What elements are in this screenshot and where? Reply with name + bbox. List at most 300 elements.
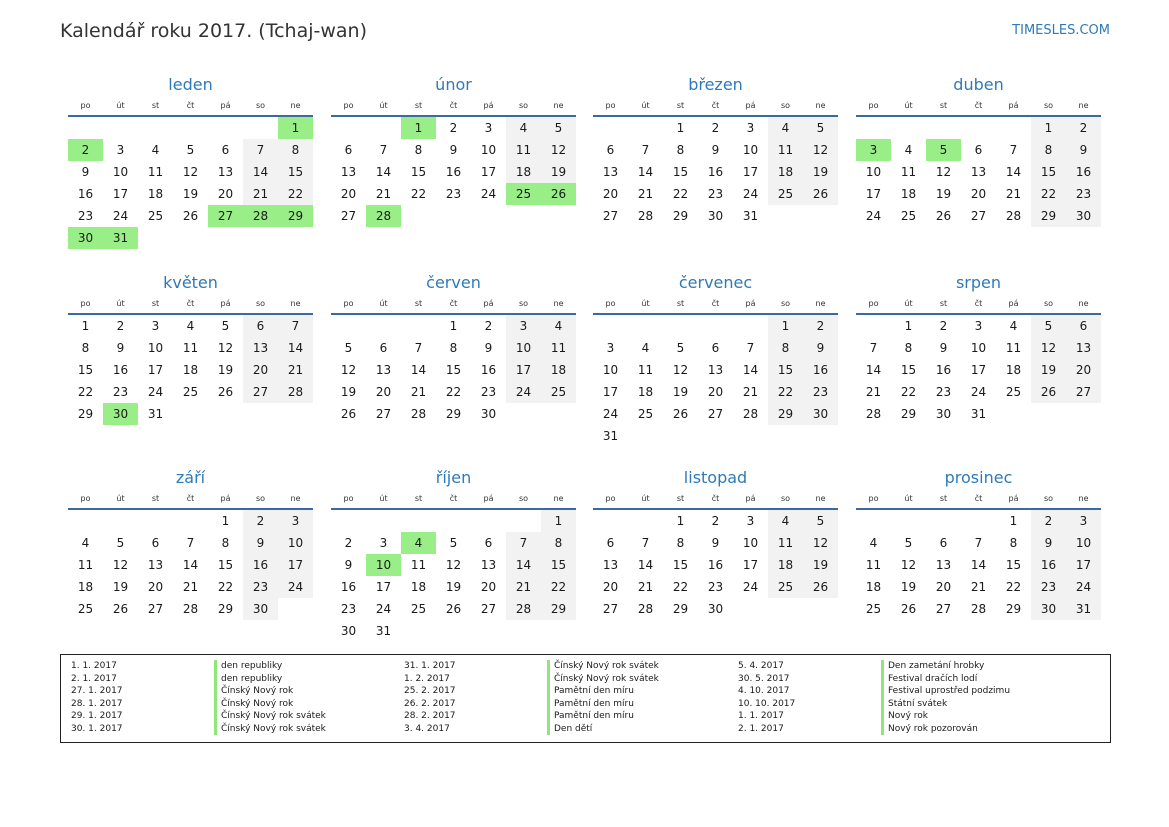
week-row — [856, 315, 1101, 337]
day-cell: 30 — [707, 602, 724, 616]
day-cell: 28 — [366, 205, 401, 227]
weekday-label: út — [641, 493, 650, 503]
weekday-label: st — [414, 100, 423, 110]
week-row — [593, 337, 838, 359]
day-cell: 7 — [186, 536, 195, 550]
month-3 — [856, 75, 1101, 227]
weekday-label: po — [343, 298, 354, 308]
week-row — [856, 554, 1101, 576]
day-cell: 9 — [1031, 532, 1066, 554]
day-cell: 5 — [904, 536, 913, 550]
month-name: duben — [953, 75, 1004, 94]
weekday-label: pá — [220, 100, 231, 110]
week-row — [68, 315, 313, 337]
empty-cell — [996, 117, 1031, 139]
day-cell: 22 — [1005, 580, 1022, 594]
week-row — [593, 554, 838, 576]
empty-cell — [733, 425, 768, 447]
day-cell: 7 — [1009, 143, 1018, 157]
month-10 — [593, 468, 838, 620]
day-cell: 23 — [707, 187, 724, 201]
day-cell: 19 — [445, 580, 462, 594]
day-cell: 14 — [865, 363, 882, 377]
day-cell: 11 — [768, 532, 803, 554]
day-cell: 28 — [865, 407, 882, 421]
empty-cell — [278, 403, 313, 425]
holiday-date: 25. 2. 2017 — [404, 686, 456, 696]
empty-cell — [331, 117, 366, 139]
day-cell: 1 — [449, 319, 458, 333]
day-cell: 11 — [182, 341, 199, 355]
page-title: Kalendář roku 2017. (Tchaj-wan) — [60, 20, 367, 42]
day-cell: 26 — [935, 209, 952, 223]
weekday-label: so — [1043, 493, 1054, 503]
weekday-label: po — [605, 493, 616, 503]
day-cell: 9 — [243, 532, 278, 554]
site-link[interactable]: TIMESLES.COM — [1012, 23, 1110, 38]
weekday-label: ne — [290, 493, 301, 503]
holiday-item — [404, 660, 704, 673]
day-cell: 11 — [1005, 341, 1022, 355]
week-row — [856, 205, 1101, 227]
day-cell: 2 — [1066, 117, 1101, 139]
weekday-label: st — [939, 100, 948, 110]
day-cell: 17 — [742, 558, 759, 572]
week-row — [68, 403, 313, 425]
holiday-name: Nový rok — [881, 710, 928, 723]
day-cell: 15 — [768, 359, 803, 381]
day-cell: 30 — [243, 598, 278, 620]
holiday-item — [71, 710, 371, 723]
weekday-label: út — [116, 298, 125, 308]
week-row — [68, 117, 313, 139]
day-cell: 7 — [278, 315, 313, 337]
empty-cell — [506, 205, 541, 227]
weekday-label: út — [641, 100, 650, 110]
day-cell: 26 — [112, 602, 129, 616]
week-row — [68, 227, 313, 249]
day-cell: 5 — [1031, 315, 1066, 337]
weekday-label: so — [1043, 298, 1054, 308]
day-cell: 16 — [1031, 554, 1066, 576]
day-cell: 21 — [182, 580, 199, 594]
empty-cell — [663, 315, 698, 337]
day-cell: 23 — [112, 385, 129, 399]
day-cell: 11 — [865, 558, 882, 572]
day-cell: 16 — [707, 558, 724, 572]
weekday-label: pá — [483, 493, 494, 503]
day-cell: 5 — [221, 319, 230, 333]
empty-cell — [1031, 403, 1066, 425]
day-cell: 20 — [147, 580, 164, 594]
day-cell: 11 — [147, 165, 164, 179]
empty-cell — [506, 403, 541, 425]
empty-cell — [628, 510, 663, 532]
empty-cell — [401, 205, 436, 227]
day-cell: 5 — [803, 117, 838, 139]
empty-cell — [733, 315, 768, 337]
week-row — [331, 337, 576, 359]
day-cell: 12 — [541, 139, 576, 161]
day-cell: 4 — [768, 117, 803, 139]
day-cell: 26 — [541, 183, 576, 205]
week-row — [593, 315, 838, 337]
day-cell: 27 — [147, 602, 164, 616]
day-cell: 1 — [401, 117, 436, 139]
holiday-date: 1. 2. 2017 — [404, 673, 450, 684]
day-cell: 25 — [1005, 385, 1022, 399]
empty-cell — [698, 425, 733, 447]
day-cell: 20 — [602, 187, 619, 201]
day-cell: 15 — [217, 558, 234, 572]
day-cell: 13 — [1066, 337, 1101, 359]
day-cell: 23 — [935, 385, 952, 399]
empty-cell — [471, 510, 506, 532]
weekday-label: ne — [815, 100, 826, 110]
week-row — [856, 532, 1101, 554]
weekday-label: čt — [711, 493, 720, 503]
empty-cell — [593, 510, 628, 532]
day-cell: 16 — [935, 363, 952, 377]
empty-cell — [208, 403, 243, 425]
weekday-header — [331, 488, 576, 510]
holiday-item — [738, 723, 1038, 736]
day-cell: 23 — [803, 381, 838, 403]
day-cell: 13 — [602, 558, 619, 572]
week-row — [331, 554, 576, 576]
day-cell: 21 — [742, 385, 759, 399]
day-cell: 12 — [340, 363, 357, 377]
day-cell: 5 — [926, 139, 961, 161]
weekday-label: čt — [974, 298, 983, 308]
day-cell: 14 — [278, 337, 313, 359]
day-cell: 16 — [77, 187, 94, 201]
day-cell: 4 — [151, 143, 160, 157]
weekday-label: st — [414, 493, 423, 503]
day-cell: 1 — [904, 319, 913, 333]
day-cell: 29 — [541, 598, 576, 620]
day-cell: 3 — [379, 536, 388, 550]
day-cell: 12 — [182, 165, 199, 179]
weekday-label: po — [343, 100, 354, 110]
day-cell: 25 — [865, 602, 882, 616]
empty-cell — [208, 227, 243, 249]
day-cell: 1 — [1009, 514, 1018, 528]
day-cell: 7 — [379, 143, 388, 157]
day-cell: 17 — [480, 165, 497, 179]
holiday-column — [404, 660, 704, 735]
day-cell: 27 — [970, 209, 987, 223]
day-cell: 13 — [340, 165, 357, 179]
week-row — [68, 161, 313, 183]
weekday-label: čt — [186, 298, 195, 308]
weekday-label: st — [939, 493, 948, 503]
day-cell: 7 — [641, 143, 650, 157]
weekday-header — [593, 488, 838, 510]
week-row — [331, 183, 576, 205]
day-cell: 27 — [340, 209, 357, 223]
weekday-header — [593, 293, 838, 315]
week-row — [331, 117, 576, 139]
day-cell: 18 — [865, 580, 882, 594]
week-row — [856, 576, 1101, 598]
day-cell: 10 — [506, 337, 541, 359]
day-cell: 9 — [344, 558, 353, 572]
day-cell: 12 — [803, 139, 838, 161]
week-row — [331, 576, 576, 598]
day-cell: 24 — [970, 385, 987, 399]
empty-cell — [278, 598, 313, 620]
empty-cell — [856, 510, 891, 532]
day-cell: 27 — [1066, 381, 1101, 403]
week-row — [68, 337, 313, 359]
empty-cell — [103, 117, 138, 139]
day-cell: 29 — [672, 602, 689, 616]
day-cell: 15 — [672, 558, 689, 572]
day-cell: 18 — [182, 363, 199, 377]
empty-cell — [331, 315, 366, 337]
day-cell: 4 — [81, 536, 90, 550]
week-row — [68, 598, 313, 620]
day-cell: 6 — [379, 341, 388, 355]
weekday-label: st — [414, 298, 423, 308]
day-cell: 24 — [147, 385, 164, 399]
day-cell: 30 — [1066, 205, 1101, 227]
day-cell: 1 — [676, 121, 685, 135]
day-cell: 19 — [935, 187, 952, 201]
day-cell: 26 — [445, 602, 462, 616]
month-name: červenec — [678, 273, 753, 292]
day-cell: 26 — [900, 602, 917, 616]
day-cell: 14 — [182, 558, 199, 572]
weekday-header — [68, 293, 313, 315]
day-cell: 29 — [217, 602, 234, 616]
day-cell: 28 — [506, 598, 541, 620]
weekday-label: so — [255, 493, 266, 503]
day-cell: 10 — [278, 532, 313, 554]
day-cell: 1 — [676, 514, 685, 528]
week-row — [856, 183, 1101, 205]
empty-cell — [541, 403, 576, 425]
week-row — [68, 576, 313, 598]
day-cell: 24 — [278, 576, 313, 598]
holiday-list — [60, 654, 1111, 743]
day-cell: 28 — [637, 602, 654, 616]
weekday-label: čt — [711, 100, 720, 110]
week-row — [856, 139, 1101, 161]
day-cell: 10 — [602, 363, 619, 377]
weekday-label: po — [80, 493, 91, 503]
holiday-name: Čínský Nový rok svátek — [547, 673, 659, 686]
weekday-label: čt — [449, 298, 458, 308]
day-cell: 15 — [1031, 161, 1066, 183]
day-cell: 14 — [410, 363, 427, 377]
day-cell: 22 — [900, 385, 917, 399]
day-cell: 29 — [1005, 602, 1022, 616]
day-cell: 8 — [904, 341, 913, 355]
month-9 — [331, 468, 576, 642]
day-cell: 25 — [541, 381, 576, 403]
empty-cell — [593, 117, 628, 139]
week-row — [331, 403, 576, 425]
day-cell: 24 — [742, 580, 759, 594]
day-cell: 18 — [1005, 363, 1022, 377]
holiday-item — [738, 673, 1038, 686]
empty-cell — [891, 117, 926, 139]
weekday-label: so — [255, 298, 266, 308]
day-cell: 24 — [480, 187, 497, 201]
empty-cell — [278, 227, 313, 249]
day-cell: 17 — [112, 187, 129, 201]
weekday-label: pá — [483, 100, 494, 110]
day-cell: 10 — [970, 341, 987, 355]
empty-cell — [628, 315, 663, 337]
day-cell: 3 — [484, 121, 493, 135]
weekday-label: pá — [1008, 493, 1019, 503]
day-cell: 7 — [506, 532, 541, 554]
day-cell: 13 — [480, 558, 497, 572]
day-cell: 22 — [77, 385, 94, 399]
empty-cell — [628, 117, 663, 139]
weekday-label: čt — [449, 493, 458, 503]
day-cell: 10 — [147, 341, 164, 355]
day-cell: 11 — [768, 139, 803, 161]
day-cell: 6 — [484, 536, 493, 550]
day-cell: 25 — [410, 602, 427, 616]
week-row — [68, 381, 313, 403]
week-row — [68, 359, 313, 381]
day-cell: 9 — [116, 341, 125, 355]
weekday-label: ne — [815, 298, 826, 308]
day-cell: 26 — [672, 407, 689, 421]
day-cell: 4 — [641, 341, 650, 355]
day-cell: 23 — [77, 209, 94, 223]
day-cell: 18 — [768, 161, 803, 183]
day-cell: 29 — [445, 407, 462, 421]
weekday-label: ne — [553, 298, 564, 308]
day-cell: 30 — [1031, 598, 1066, 620]
day-cell: 17 — [375, 580, 392, 594]
day-cell: 13 — [935, 558, 952, 572]
holiday-name: Festival dračích lodí — [881, 673, 977, 686]
day-cell: 26 — [803, 183, 838, 205]
empty-cell — [173, 227, 208, 249]
week-row — [331, 359, 576, 381]
weekday-label: so — [780, 493, 791, 503]
day-cell: 25 — [900, 209, 917, 223]
day-cell: 2 — [939, 319, 948, 333]
month-name: leden — [168, 75, 213, 94]
holiday-name: Čínský Nový rok — [214, 685, 293, 698]
weekday-label: st — [151, 100, 160, 110]
day-cell: 27 — [375, 407, 392, 421]
day-cell: 13 — [147, 558, 164, 572]
week-row — [856, 117, 1101, 139]
day-cell: 9 — [1066, 139, 1101, 161]
empty-cell — [243, 227, 278, 249]
day-cell: 14 — [637, 558, 654, 572]
day-cell: 22 — [278, 183, 313, 205]
day-cell: 11 — [900, 165, 917, 179]
day-cell: 3 — [974, 319, 983, 333]
day-cell: 5 — [116, 536, 125, 550]
weekday-label: čt — [711, 298, 720, 308]
day-cell: 19 — [112, 580, 129, 594]
day-cell: 2 — [803, 315, 838, 337]
week-row — [331, 620, 576, 642]
day-cell: 18 — [147, 187, 164, 201]
empty-cell — [366, 315, 401, 337]
day-cell: 12 — [935, 165, 952, 179]
day-cell: 17 — [147, 363, 164, 377]
day-cell: 23 — [340, 602, 357, 616]
day-cell: 10 — [865, 165, 882, 179]
month-0 — [68, 75, 313, 249]
day-cell: 13 — [217, 165, 234, 179]
day-cell: 27 — [707, 407, 724, 421]
day-cell: 18 — [768, 554, 803, 576]
weekday-label: so — [1043, 100, 1054, 110]
empty-cell — [138, 510, 173, 532]
holiday-item — [738, 710, 1038, 723]
day-cell: 16 — [445, 165, 462, 179]
day-cell: 13 — [602, 165, 619, 179]
day-cell: 6 — [939, 536, 948, 550]
week-row — [593, 532, 838, 554]
day-cell: 20 — [935, 580, 952, 594]
weekday-label: ne — [1078, 493, 1089, 503]
day-cell: 19 — [340, 385, 357, 399]
day-cell: 14 — [637, 165, 654, 179]
weekday-label: ne — [1078, 298, 1089, 308]
day-cell: 27 — [243, 381, 278, 403]
weekday-label: pá — [745, 100, 756, 110]
day-cell: 5 — [803, 510, 838, 532]
day-cell: 2 — [711, 514, 720, 528]
week-row — [856, 381, 1101, 403]
day-cell: 14 — [970, 558, 987, 572]
day-cell: 31 — [742, 209, 759, 223]
day-cell: 12 — [672, 363, 689, 377]
week-row — [593, 576, 838, 598]
day-cell: 15 — [278, 161, 313, 183]
weekday-label: čt — [449, 100, 458, 110]
week-row — [856, 337, 1101, 359]
holiday-item — [404, 723, 704, 736]
empty-cell — [243, 403, 278, 425]
holiday-column — [738, 660, 1038, 735]
day-cell: 8 — [221, 536, 230, 550]
weekday-label: po — [80, 298, 91, 308]
weekday-header — [331, 95, 576, 117]
empty-cell — [436, 205, 471, 227]
day-cell: 10 — [742, 143, 759, 157]
holiday-name: Státní svátek — [881, 698, 947, 711]
day-cell: 24 — [602, 407, 619, 421]
week-row — [856, 510, 1101, 532]
day-cell: 8 — [449, 341, 458, 355]
month-5 — [331, 273, 576, 425]
weekday-header — [68, 95, 313, 117]
week-row — [331, 532, 576, 554]
day-cell: 9 — [711, 143, 720, 157]
day-cell: 5 — [186, 143, 195, 157]
day-cell: 20 — [480, 580, 497, 594]
weekday-label: čt — [974, 100, 983, 110]
day-cell: 10 — [1066, 532, 1101, 554]
day-cell: 21 — [506, 576, 541, 598]
empty-cell — [506, 510, 541, 532]
